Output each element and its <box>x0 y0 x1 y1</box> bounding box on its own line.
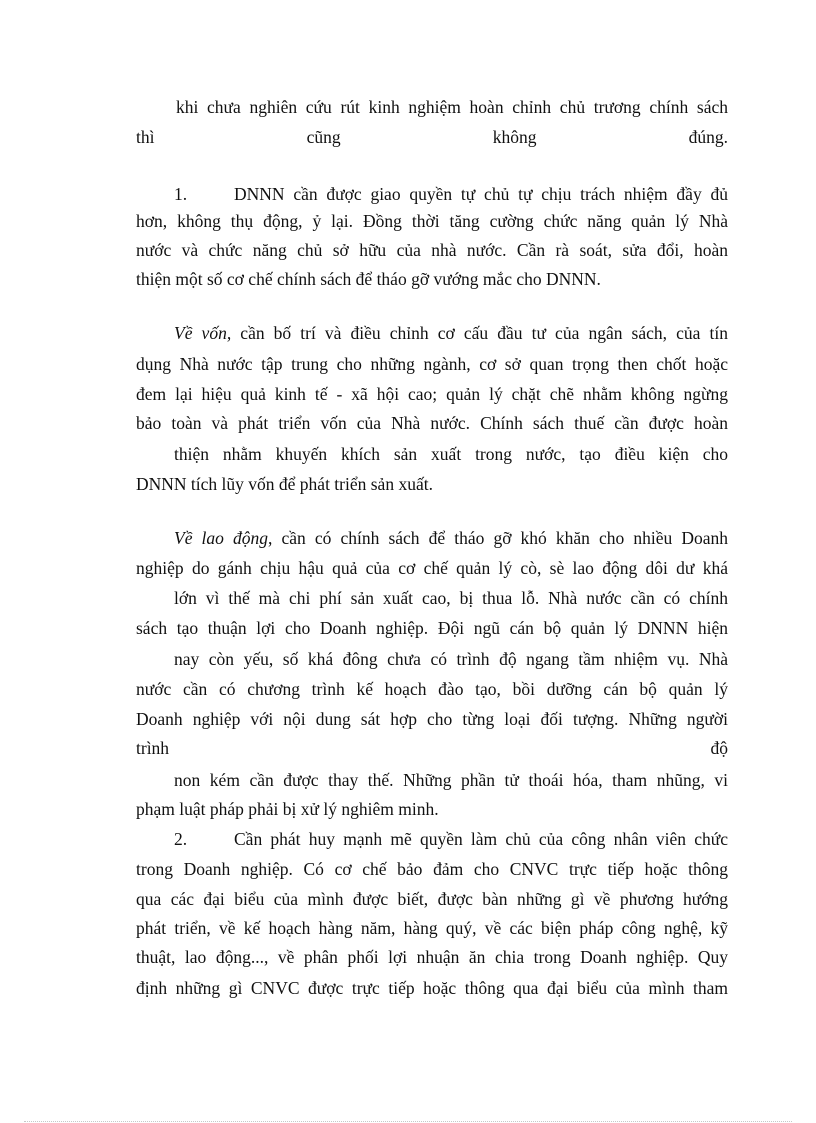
text-line: định những gì CNVC được trực tiếp hoặc thông qua đại biểu của mình tham <box>136 978 728 998</box>
text-line: DNNN cần được giao quyền tự chủ tự chịu trách nhiệm đầy đủ <box>234 184 728 204</box>
text-line: khi chưa nghiên cứu rút kinh nghiệm hoàn chỉnh chủ trương chính sách <box>176 97 728 117</box>
text-line: bảo toàn và phát triển vốn của Nhà nước. Chính sách thuế cần được hoàn <box>136 413 728 433</box>
text-line: , cần có chính sách để tháo gỡ khó khăn cho nhiều Doanh <box>268 528 728 548</box>
list-number: 2. <box>174 829 188 849</box>
text-line: qua các đại biểu của mình được biết, được bàn những gì về phương hướng <box>136 889 728 909</box>
list-item-1 <box>174 183 728 205</box>
paragraph-von <box>174 322 728 344</box>
list-number: 1. <box>174 184 188 204</box>
text-line: hơn, không thụ động, ỷ lại. Đồng thời tăng cường chức năng quản lý Nhà <box>136 211 728 231</box>
text-line: thì cũng không đúng. <box>136 127 728 147</box>
text-line: phát triển, về kế hoạch hàng năm, hàng quý, về các biện pháp công nghệ, kỹ <box>136 918 728 938</box>
page-bottom-border <box>24 1121 792 1122</box>
text-line: đem lại hiệu quả kinh tế - xã hội cao; quản lý chặt chẽ nhằm không ngừng <box>136 384 728 404</box>
paragraph-lao-dong <box>174 527 728 549</box>
text-line: nay còn yếu, số khá đông chưa có trình độ ngang tầm nhiệm vụ. Nhà <box>174 649 728 669</box>
text-line: nước cần có chương trình kế hoạch đào tạo, bồi dưỡng cán bộ quản lý <box>136 679 728 699</box>
text-line: sách tạo thuận lợi cho Doanh nghiệp. Đội ngũ cán bộ quản lý DNNN hiện <box>136 618 728 638</box>
text-line: DNNN tích lũy vốn để phát triển sản xuất. <box>136 474 433 494</box>
italic-heading: Về vốn, <box>174 323 232 343</box>
text-line: thiện một số cơ chế chính sách để tháo gỡ vướng mắc cho DNNN. <box>136 269 601 289</box>
text-line: lớn vì thế mà chi phí sản xuất cao, bị thua lỗ. Nhà nước cần có chính <box>174 588 728 608</box>
text-line: phạm luật pháp phải bị xử lý nghiêm minh. <box>136 799 439 819</box>
text-line: cần bố trí và điều chỉnh cơ cấu đầu tư của ngân sách, của tín <box>231 323 728 343</box>
text-line: non kém cần được thay thế. Những phần tử thoái hóa, tham nhũng, vi <box>174 770 728 790</box>
text-line: thuật, lao động..., về phân phối lợi nhuận ăn chia trong Doanh nghiệp. Quy <box>136 947 728 967</box>
text-line: Cần phát huy mạnh mẽ quyền làm chủ của công nhân viên chức <box>234 829 728 849</box>
text-line: Doanh nghiệp với nội dung sát hợp cho từng loại đối tượng. Những người <box>136 709 728 729</box>
text-line: dụng Nhà nước tập trung cho những ngành, cơ sở quan trọng then chốt hoặc <box>136 354 728 374</box>
text-line: nghiệp do gánh chịu hậu quả của cơ chế quản lý cò, sè lao động dôi dư khá <box>136 558 728 578</box>
text-line: thiện nhằm khuyến khích sản xuất trong nước, tạo điều kiện cho <box>174 444 728 464</box>
text-line: trình độ <box>136 738 728 758</box>
text-line: nước và chức năng chủ sở hữu của nhà nước. Cần rà soát, sửa đổi, hoàn <box>136 240 728 260</box>
list-item-2 <box>174 828 728 850</box>
text-line: trong Doanh nghiệp. Có cơ chế bảo đảm cho CNVC trực tiếp hoặc thông <box>136 859 728 879</box>
italic-heading: Về lao động <box>174 528 269 548</box>
